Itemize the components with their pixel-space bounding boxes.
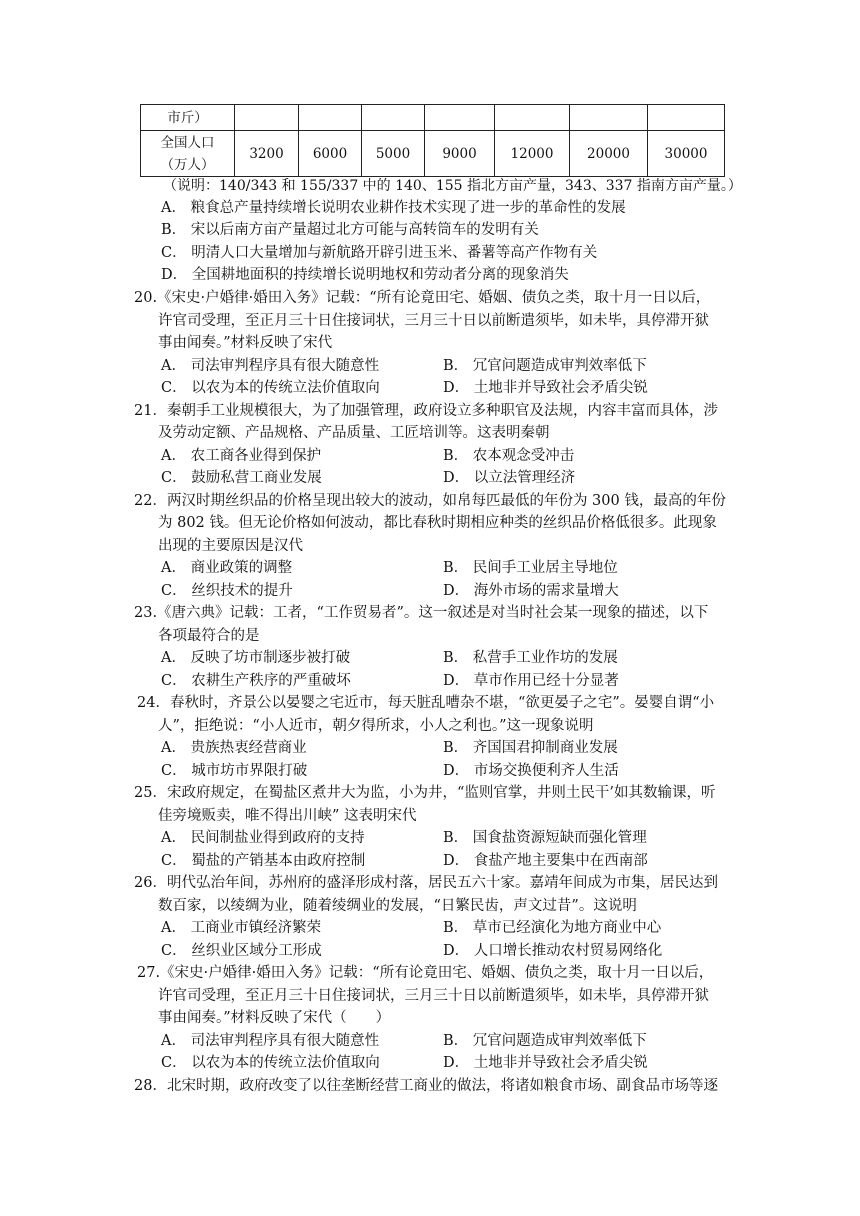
question-23-stem: 23.《唐六典》记载：工者，“工作贸易者”。这一叙述是对当时社会某一现象的描述，以下 xyxy=(134,605,709,621)
option-d: D． 食盐产地主要集中在西南部 xyxy=(443,853,648,869)
option-b: B． 农本观念受冲击 xyxy=(443,448,575,464)
option-d: D． 人口增长推动农村贸易网络化 xyxy=(443,943,663,959)
question-22-stem: 出现的主要原因是汉代 xyxy=(158,538,303,554)
question-23-stem: 各项最符合的是 xyxy=(158,628,260,644)
question-25-stem: 25．宋政府规定，在蜀盐区煮井大为监，小为井，“监则官掌，井则土民干’如其数输课，听 xyxy=(134,785,716,801)
option-c: C． 以农为本的传统立法价值取向 xyxy=(161,1055,380,1071)
option-d: D． 海外市场的需求量增大 xyxy=(443,583,619,599)
population-cell: 9000 xyxy=(425,131,495,177)
question-27-stem: 事由闻奏。”材料反映了宋代（ ） xyxy=(158,1010,391,1026)
option-a: A． 工商业市镇经济繁荣 xyxy=(161,920,322,936)
table-cell: 市斤） xyxy=(141,105,235,131)
option-a: A． 司法审判程序具有很大随意性 xyxy=(161,1033,380,1049)
option-a: A． 商业政策的调整 xyxy=(161,560,293,576)
table-cell xyxy=(299,105,362,131)
question-22-stem: 22．两汉时期丝织品的价格呈现出较大的波动，如帛每匹最低的年份为 300 钱，最高的年份 xyxy=(134,493,726,509)
table-cell xyxy=(235,105,299,131)
question-20-stem: 许官司受理，至正月三十日住接词状，三月三十日以前断遣须毕，如未毕，具停滞开狱 xyxy=(158,313,709,329)
population-cell: 6000 xyxy=(299,131,362,177)
option-a: A． 司法审判程序具有很大随意性 xyxy=(161,358,380,374)
option-b: B． 齐国国君抑制商业发展 xyxy=(443,740,618,756)
option-c: C． 城市坊市界限打破 xyxy=(161,763,308,779)
table-note: （说明：140/343 和 155/337 中的 140、155 指北方亩产量，343、337 指南方亩产量。） xyxy=(163,178,742,194)
question-28-stem: 28．北宋时期，政府改变了以往垄断经营工商业的做法，将诸如粮食市场、副食品市场等逐 xyxy=(134,1078,718,1094)
option-c: C． 农耕生产秩序的严重破坏 xyxy=(161,673,351,689)
row-label-line: （万人） xyxy=(160,156,215,173)
population-cell: 30000 xyxy=(648,131,725,177)
option-d: D． 全国耕地面积的持续增长说明地权和劳动者分离的现象消失 xyxy=(161,267,569,283)
option-d: D． 草市作用已经十分显著 xyxy=(443,673,619,689)
table-cell xyxy=(362,105,425,131)
table-cell xyxy=(425,105,495,131)
option-d: D． 土地非并导致社会矛盾尖锐 xyxy=(443,1055,648,1071)
population-cell: 5000 xyxy=(362,131,425,177)
question-21-stem: 及劳动定额、产品规格、产品质量、工匠培训等。这表明秦朝 xyxy=(158,425,550,441)
population-cell: 12000 xyxy=(495,131,570,177)
row-label-line: 全国人口 xyxy=(160,134,215,151)
population-cell: 20000 xyxy=(570,131,648,177)
question-20-stem: 事由闻奏。”材料反映了宋代 xyxy=(158,335,333,351)
option-b: B． 冗官问题造成审判效率低下 xyxy=(443,1033,647,1049)
table-row xyxy=(141,105,725,131)
option-a: A． 民间制盐业得到政府的支持 xyxy=(161,830,365,846)
table-cell xyxy=(648,105,725,131)
option-d: D． 土地非并导致社会矛盾尖锐 xyxy=(443,380,648,396)
option-a: A． 农工商各业得到保护 xyxy=(161,448,322,464)
option-c: C． 丝织业区域分工形成 xyxy=(161,943,322,959)
question-25-stem: 佳旁境贩卖，唯不得出川峡” 这表明宋代 xyxy=(158,808,417,824)
option-b: B． 民间手工业居主导地位 xyxy=(443,560,618,576)
question-21-stem: 21．秦朝手工业规模很大，为了加强管理，政府设立多种职官及法规，内容丰富而具体，涉 xyxy=(134,403,718,419)
option-b: B． 私营手工业作坊的发展 xyxy=(443,650,618,666)
option-b: B． 草市已经演化为地方商业中心 xyxy=(443,920,662,936)
population-cell: 3200 xyxy=(235,131,299,177)
option-a: A． 贵族热衷经营商业 xyxy=(161,740,307,756)
table-cell xyxy=(570,105,648,131)
option-b: B． 国食盐资源短缺而强化管理 xyxy=(443,830,647,846)
option-a: A． 粮食总产量持续增长说明农业耕作技术实现了进一步的革命性的发展 xyxy=(161,200,626,216)
option-c: C． 丝织技术的提升 xyxy=(161,583,293,599)
question-27-stem: 27.《宋史·户婚律·婚田入务》记载：“所有论竟田宅、婚姻、债负之类，取十月一日以后， xyxy=(137,965,714,981)
option-a: A． 反映了坊市制逐步被打破 xyxy=(161,650,351,666)
table-cell xyxy=(495,105,570,131)
option-c: C． 鼓励私营工商业发展 xyxy=(161,470,322,486)
option-d: D． 市场交换便利齐人生活 xyxy=(443,763,619,779)
table-row-label xyxy=(141,131,235,177)
question-27-stem: 许官司受理，至正月三十日住接词状，三月三十日以前断遣须毕，如未毕，具停滞开狱 xyxy=(158,988,709,1004)
table-row xyxy=(141,131,725,177)
option-b: B． 宋以后南方亩产量超过北方可能与高转筒车的发明有关 xyxy=(161,222,539,238)
question-26-stem: 26．明代弘治年间，苏州府的盛泽形成村落，居民五六十家。嘉靖年间成为市集，居民达到 xyxy=(134,875,718,891)
option-d: D． 以立法管理经济 xyxy=(443,470,576,486)
question-24-stem: 人”，拒绝说：“小人近市，朝夕得所求，小人之利也。”这一现象说明 xyxy=(158,718,594,734)
question-20-stem: 20.《宋史·户婚律·婚田入务》记载：“所有论竟田宅、婚姻、债负之类，取十月一日以后， xyxy=(134,290,711,306)
option-c: C． 明清人口大量增加与新航路开辟引进玉米、番薯等高产作物有关 xyxy=(161,245,598,261)
option-c: C． 蜀盐的产销基本由政府控制 xyxy=(161,853,366,869)
question-26-stem: 数百家，以绫绸为业，随着绫绸业的发展，“日繁民齿，声文过昔”。这说明 xyxy=(158,898,637,914)
option-c: C． 以农为本的传统立法价值取向 xyxy=(161,380,380,396)
question-22-stem: 为 802 钱。但无论价格如何波动，都比春秋时期相应种类的丝织品价格低很多。此现象 xyxy=(158,515,717,531)
question-24-stem: 24．春秋时，齐景公以晏婴之宅近市，每天脏乱嘈杂不堪，“欲更晏子之宅”。晏婴自谓“小 xyxy=(137,695,715,711)
option-b: B． 冗官问题造成审判效率低下 xyxy=(443,358,647,374)
population-table xyxy=(140,104,725,177)
